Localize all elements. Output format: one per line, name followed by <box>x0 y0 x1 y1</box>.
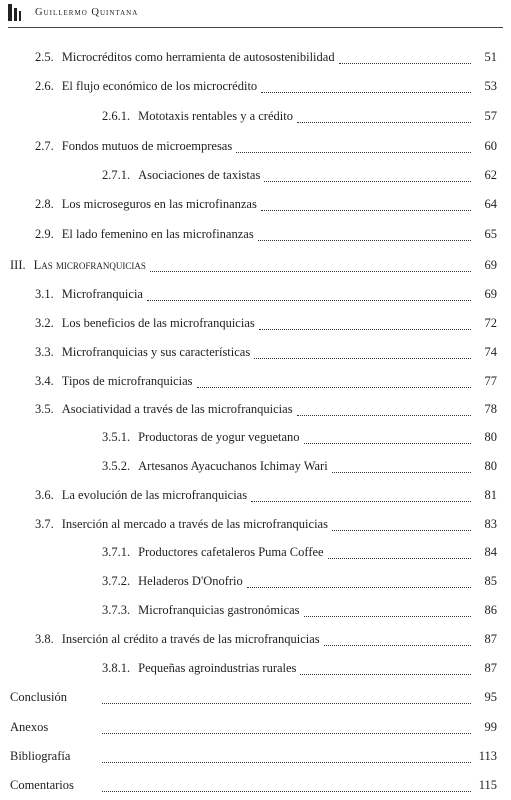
toc-entry-title: Los microseguros en las microfinanzas <box>61 197 257 211</box>
dot-leader <box>102 779 471 792</box>
toc-entry <box>10 688 497 706</box>
toc-entry <box>35 77 497 95</box>
toc-entry-page: 72 <box>484 316 497 330</box>
dot-leader <box>339 51 471 64</box>
dot-leader <box>254 346 471 359</box>
toc-entry-page: 81 <box>484 488 497 502</box>
toc-entry <box>35 515 497 533</box>
toc-entry-title: Productoras de yogur veguetano <box>138 430 300 444</box>
toc-entry-number: 3.7.1. <box>102 545 131 559</box>
toc-entry-number: 3.1. <box>35 287 54 301</box>
dot-leader <box>147 288 471 301</box>
toc-entry <box>102 166 497 184</box>
toc-entry <box>35 48 497 66</box>
toc-entry-number: 3.7.2. <box>102 574 131 588</box>
toc-entry-title: Bibliografía <box>10 749 71 763</box>
toc-entry-page: 84 <box>484 545 497 559</box>
toc-entry-title: Inserción al crédito a través de las microfranquicias <box>61 632 320 646</box>
toc-entry <box>35 285 497 303</box>
toc-entry-number: 3.5.2. <box>102 459 131 473</box>
toc-entry <box>35 137 497 155</box>
toc-entry <box>35 630 497 648</box>
toc-entry-title: Los beneficios de las microfranquicias <box>61 316 255 330</box>
dot-leader <box>332 460 471 473</box>
toc-entry-number: 3.5. <box>35 402 54 416</box>
toc-entry-title: Inserción al mercado a través de las microfranquicias <box>61 517 328 531</box>
toc-entry-number: 3.8. <box>35 632 54 646</box>
dot-leader <box>102 750 471 763</box>
toc-entry-title: Comentarios <box>10 778 74 792</box>
toc-entry-page: 85 <box>484 574 497 588</box>
toc-entry-page: 69 <box>484 287 497 301</box>
toc-entry-page: 87 <box>484 632 497 646</box>
toc-entry <box>35 314 497 332</box>
toc-entry-number: 3.7.3. <box>102 603 131 617</box>
toc-entry <box>35 343 497 361</box>
toc-entry-page: 113 <box>478 749 497 763</box>
toc-entry-title: Artesanos Ayacuchanos Ichimay Wari <box>138 459 328 473</box>
toc-entry-page: 80 <box>484 459 497 473</box>
toc-entry-page: 87 <box>484 661 497 675</box>
toc-entry <box>10 747 497 765</box>
dot-leader <box>102 721 471 734</box>
toc-entry-number: 2.5. <box>35 50 54 64</box>
toc-entry <box>102 457 497 475</box>
toc-entry-number: 3.6. <box>35 488 54 502</box>
toc-entry-page: 99 <box>484 720 497 734</box>
toc-entry-page: 51 <box>484 50 497 64</box>
dot-leader <box>236 140 471 153</box>
toc-entry <box>102 107 497 125</box>
toc-entry-number: 3.3. <box>35 345 54 359</box>
toc-entry-page: 65 <box>484 227 497 241</box>
dot-leader <box>258 228 471 241</box>
toc-entry-title: Microfranquicia <box>61 287 143 301</box>
toc-entry-page: 74 <box>484 345 497 359</box>
toc-entry-page: 62 <box>484 168 497 182</box>
toc-entry-page: 77 <box>484 374 497 388</box>
dot-leader <box>261 80 471 93</box>
toc-entry-title: Mototaxis rentables y a crédito <box>138 109 293 123</box>
toc-entry-title: Asociaciones de taxistas <box>138 168 261 182</box>
toc-entry-page: 57 <box>484 109 497 123</box>
dot-leader <box>261 198 471 211</box>
toc-entry-number: 3.4. <box>35 374 54 388</box>
toc-entry-page: 115 <box>478 778 497 792</box>
toc-entry-page: 95 <box>484 690 497 704</box>
dot-leader <box>324 633 471 646</box>
toc-entry-page: 83 <box>484 517 497 531</box>
toc-entry-title: Tipos de microfranquicias <box>61 374 193 388</box>
toc-entry-page: 86 <box>484 603 497 617</box>
toc-entry-title: Fondos mutuos de microempresas <box>61 139 233 153</box>
toc-entry-title: Las microfranquicias <box>33 258 146 272</box>
toc-entry-number: III. <box>10 258 26 272</box>
dot-leader <box>328 546 471 559</box>
toc-entry <box>35 195 497 213</box>
dot-leader <box>197 375 471 388</box>
toc-entry-title: El flujo económico de los microcrédito <box>61 79 258 93</box>
toc-entry <box>10 776 497 794</box>
toc-entry-number: 2.9. <box>35 227 54 241</box>
toc-entry-page: 64 <box>484 197 497 211</box>
dot-leader <box>259 317 471 330</box>
dot-leader <box>247 575 471 588</box>
toc-entry <box>102 543 497 561</box>
dot-leader <box>264 169 471 182</box>
toc-entry <box>35 225 497 243</box>
toc-entry-title: Microfranquicias y sus características <box>61 345 251 359</box>
toc-entry-number: 3.8.1. <box>102 661 131 675</box>
toc-entry-number: 3.5.1. <box>102 430 131 444</box>
toc-entry-title: Pequeñas agroindustrias rurales <box>138 661 297 675</box>
toc-entry-number: 3.7. <box>35 517 54 531</box>
toc-entry <box>102 659 497 677</box>
toc-entry <box>102 572 497 590</box>
dot-leader <box>304 604 471 617</box>
toc-entry-number: 3.2. <box>35 316 54 330</box>
toc-entry <box>102 428 497 446</box>
toc-entry-number: 2.6.1. <box>102 109 131 123</box>
toc-entry-title: Productores cafetaleros Puma Coffee <box>138 545 324 559</box>
toc-entry-page: 80 <box>484 430 497 444</box>
toc-entry-page: 78 <box>484 402 497 416</box>
dot-leader <box>297 110 471 123</box>
dot-leader <box>297 403 471 416</box>
toc-entry-page: 69 <box>484 258 497 272</box>
toc-entry-title: Anexos <box>10 720 49 734</box>
toc-entry-number: 2.7.1. <box>102 168 131 182</box>
toc-entry-title: La evolución de las microfranquicias <box>61 488 248 502</box>
dot-leader <box>251 489 471 502</box>
dot-leader <box>102 691 471 704</box>
dot-leader <box>150 259 471 272</box>
toc-entry <box>35 400 497 418</box>
toc-entry <box>10 718 497 736</box>
toc-entry-number: 2.6. <box>35 79 54 93</box>
dot-leader <box>332 518 471 531</box>
dot-leader <box>300 662 471 675</box>
toc-entry <box>102 601 497 619</box>
toc-entry-number: 2.8. <box>35 197 54 211</box>
toc-entry-page: 60 <box>484 139 497 153</box>
toc-entry <box>10 256 497 274</box>
toc-entry-title: El lado femenino en las microfinanzas <box>61 227 254 241</box>
dot-leader <box>304 431 471 444</box>
header-author: Guillermo Quintana <box>35 7 139 18</box>
toc-entry-title: Conclusión <box>10 690 67 704</box>
toc-entry-title: Heladeros D'Onofrio <box>138 574 243 588</box>
toc-entry-number: 2.7. <box>35 139 54 153</box>
toc-entry-title: Microfranquicias gastronómicas <box>138 603 300 617</box>
toc-entry-page: 53 <box>484 79 497 93</box>
toc-entry-title: Asociatividad a través de las microfranquicias <box>61 402 293 416</box>
toc-entry <box>35 372 497 390</box>
toc-entry <box>35 486 497 504</box>
toc-entry-title: Microcréditos como herramienta de autosostenibilidad <box>61 50 335 64</box>
